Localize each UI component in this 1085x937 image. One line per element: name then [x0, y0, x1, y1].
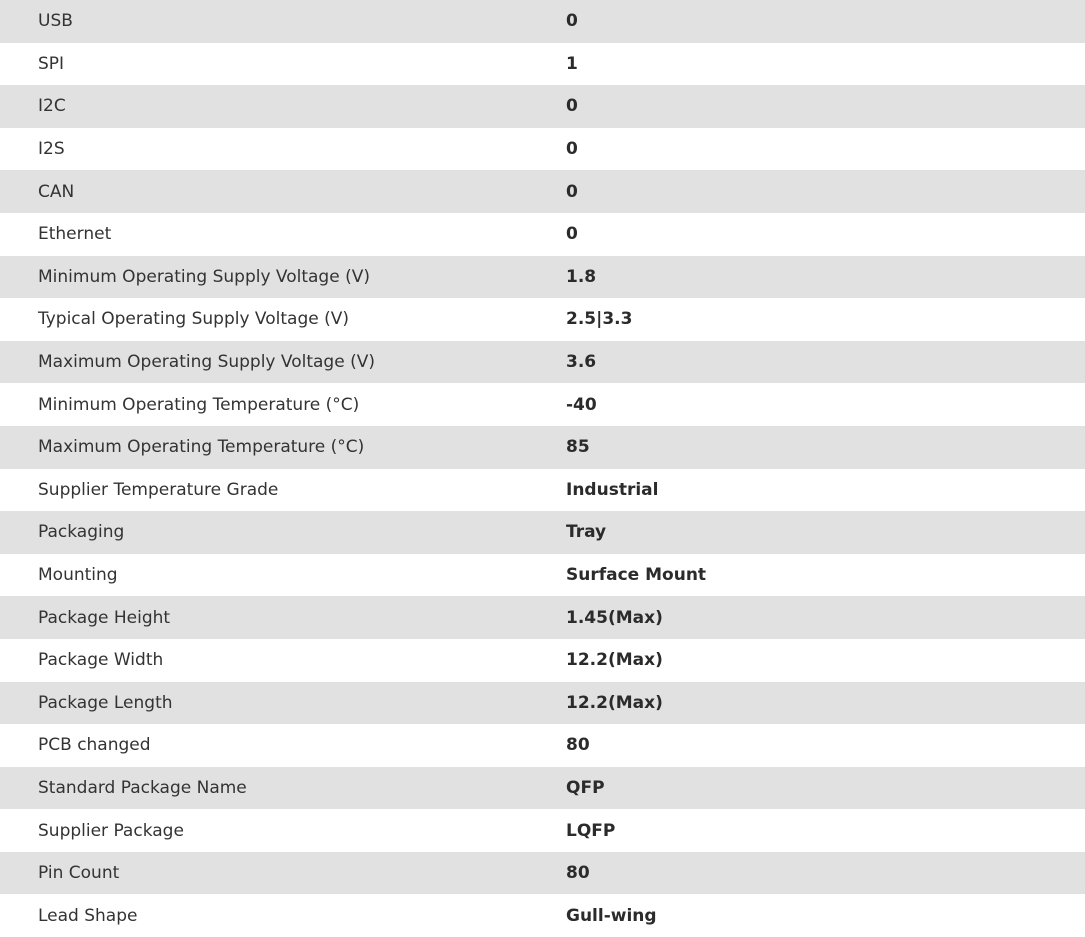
- spec-value: LQFP: [566, 820, 616, 841]
- spec-label: CAN: [38, 181, 75, 202]
- spec-row-packaging: [0, 511, 1085, 554]
- spec-label: Typical Operating Supply Voltage (V): [38, 309, 349, 330]
- spec-label: Package Width: [38, 650, 164, 671]
- spec-value: 0: [566, 181, 578, 202]
- spec-row-usb: [0, 0, 1085, 43]
- spec-label: I2S: [38, 139, 65, 160]
- spec-label: Supplier Temperature Grade: [38, 479, 279, 500]
- spec-row-pcb-changed: [0, 724, 1085, 767]
- spec-row-ethernet: [0, 213, 1085, 256]
- spec-label: Lead Shape: [38, 905, 138, 926]
- spec-row-i2s: [0, 128, 1085, 171]
- spec-value: 80: [566, 735, 590, 756]
- spec-row-supplier-package: [0, 809, 1085, 852]
- spec-label: Minimum Operating Supply Voltage (V): [38, 266, 370, 287]
- spec-row-min-supply-voltage: [0, 256, 1085, 299]
- spec-value: 3.6: [566, 352, 597, 373]
- spec-row-min-temperature: [0, 383, 1085, 426]
- spec-value: 12.2(Max): [566, 692, 663, 713]
- spec-label: Pin Count: [38, 863, 120, 884]
- spec-label: Maximum Operating Temperature (°C): [38, 437, 365, 458]
- spec-value: -40: [566, 394, 597, 415]
- spec-label: Package Length: [38, 692, 173, 713]
- spec-value: 0: [566, 96, 578, 117]
- spec-label: SPI: [38, 53, 65, 74]
- spec-row-mounting: [0, 554, 1085, 597]
- spec-row-package-height: [0, 596, 1085, 639]
- spec-value: 2.5|3.3: [566, 309, 633, 330]
- spec-label: I2C: [38, 96, 66, 117]
- spec-row-pin-count: [0, 852, 1085, 895]
- spec-label: Mounting: [38, 565, 118, 586]
- spec-value: Tray: [566, 522, 607, 543]
- spec-value: 0: [566, 139, 578, 160]
- spec-row-temperature-grade: [0, 469, 1085, 512]
- spec-value: 1: [566, 53, 578, 74]
- spec-value: Gull-wing: [566, 905, 657, 926]
- spec-row-can: [0, 170, 1085, 213]
- spec-label: USB: [38, 11, 73, 32]
- spec-value: Industrial: [566, 479, 659, 500]
- spec-value: 12.2(Max): [566, 650, 663, 671]
- spec-value: 1.45(Max): [566, 607, 663, 628]
- spec-label: Minimum Operating Temperature (°C): [38, 394, 360, 415]
- spec-value: 0: [566, 11, 578, 32]
- spec-label: Maximum Operating Supply Voltage (V): [38, 352, 375, 373]
- spec-label: Standard Package Name: [38, 777, 247, 798]
- spec-value: 1.8: [566, 266, 597, 287]
- spec-row-max-supply-voltage: [0, 341, 1085, 384]
- spec-row-max-temperature: [0, 426, 1085, 469]
- spec-label: Ethernet: [38, 224, 112, 245]
- spec-row-i2c: [0, 85, 1085, 128]
- spec-row-typ-supply-voltage: [0, 298, 1085, 341]
- spec-label: Packaging: [38, 522, 125, 543]
- spec-value: QFP: [566, 777, 605, 798]
- spec-row-spi: [0, 43, 1085, 86]
- spec-row-standard-package-name: [0, 767, 1085, 810]
- spec-label: Package Height: [38, 607, 171, 628]
- spec-row-package-width: [0, 639, 1085, 682]
- spec-value: 80: [566, 863, 590, 884]
- spec-row-lead-shape: [0, 894, 1085, 937]
- spec-label: PCB changed: [38, 735, 151, 756]
- spec-value: 0: [566, 224, 578, 245]
- spec-label: Supplier Package: [38, 820, 184, 841]
- spec-value: Surface Mount: [566, 565, 707, 586]
- spec-value: 85: [566, 437, 590, 458]
- spec-row-package-length: [0, 682, 1085, 725]
